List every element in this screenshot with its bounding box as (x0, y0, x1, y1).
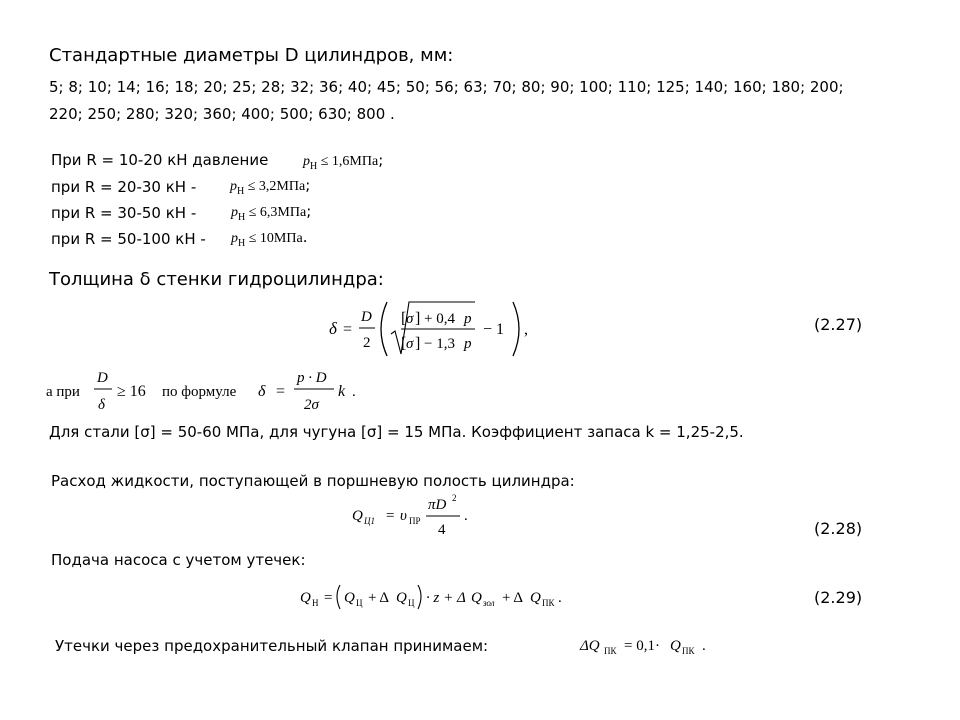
symbol: Q (300, 590, 311, 606)
symbol: ПК (542, 598, 555, 608)
pressure-row-label: при R = 20-30 кН - (51, 178, 197, 196)
symbol: Ц1 (364, 516, 375, 526)
symbol: p (464, 311, 472, 327)
symbol: ] (415, 310, 421, 327)
symbol: Н (312, 598, 319, 608)
symbol: D (361, 309, 372, 325)
symbol: · z + Δ (426, 590, 466, 606)
symbol: [ (401, 335, 407, 352)
symbol: ΔQ (580, 638, 600, 654)
formula-2-28 (348, 490, 488, 540)
symbol: [ (401, 310, 407, 327)
symbol: + 0,4 (424, 311, 455, 327)
symbol: . (464, 508, 468, 524)
symbol: . (352, 384, 356, 400)
symbol: , (524, 321, 528, 338)
symbol: 2 (452, 493, 457, 503)
symbol: = (324, 590, 333, 606)
pressure-row-label: При R = 10-20 кН давление (51, 151, 269, 169)
symbol: δ (98, 397, 105, 413)
symbol: Ц (408, 598, 415, 608)
equation-number-2-29: (2.29) (814, 588, 863, 607)
symbol: по формуле (162, 384, 237, 400)
symbol: Q (670, 638, 681, 654)
formula-thin-wall (44, 366, 374, 418)
pressure-row-label: при R = 50-100 кН - (51, 230, 206, 248)
symbol: . (702, 638, 706, 654)
symbol: + Δ (368, 590, 390, 606)
symbol: Q (396, 590, 407, 606)
flow-heading: Расход жидкости, поступающей в поршневую полость цилиндра: (51, 472, 575, 490)
symbol: υ (400, 508, 407, 524)
pressure-row-formula: $p_Н \le 3,2МПа$; (230, 176, 311, 197)
symbol: Q (471, 590, 482, 606)
symbol: + Δ (502, 590, 524, 606)
material-stress-text: Для стали [σ] = 50-60 МПа, для чугуна [σ] = 15 МПа. Коэффициент запаса k = 1,25-2,5. (49, 423, 744, 441)
symbol: p (464, 336, 472, 352)
symbol: . (558, 590, 562, 606)
symbol: 2 (363, 335, 371, 351)
symbol: πD (428, 497, 447, 513)
pressure-row-formula: $p_Н \le 1,6МПа$; (303, 151, 384, 172)
symbol: k (338, 383, 346, 400)
wall-thickness-heading: Толщина δ стенки гидроцилиндра: (49, 269, 384, 290)
symbol: а при (46, 384, 80, 400)
diameters-line-1: 5; 8; 10; 14; 16; 18; 20; 25; 28; 32; 36; 40; 45; 50; 56; 63; 70; 80; 90; 100; 110; 125; 140; 160; 180; 200; (49, 78, 844, 96)
pressure-row-label: при R = 30-50 кН - (51, 204, 197, 222)
symbol: = (343, 321, 353, 338)
symbol: = 0,1· (624, 638, 660, 654)
symbol: = (276, 383, 286, 400)
symbol: 2σ (304, 397, 319, 413)
symbol: ≥ 16 (117, 383, 146, 400)
equation-number-2-28: (2.28) (814, 519, 863, 538)
diameters-line-2: 220; 250; 280; 320; 360; 400; 500; 630; 800 . (49, 105, 395, 123)
symbol: ] (415, 335, 421, 352)
diameters-heading: Стандартные диаметры D цилиндров, мм: (49, 45, 454, 66)
pressure-row-formula: $p_Н \le 10МПа$. (231, 228, 308, 249)
formula-2-29 (296, 581, 596, 613)
symbol: − 1 (483, 321, 505, 338)
symbol: Ц (356, 598, 363, 608)
symbol: 4 (438, 522, 446, 538)
symbol: ПК (604, 646, 617, 656)
symbol: ПК (682, 646, 695, 656)
leak-text: Утечки через предохранительный клапан принимаем: (55, 637, 489, 655)
formula-leak (578, 631, 718, 661)
symbol: Q (530, 590, 541, 606)
symbol: δ (329, 319, 337, 338)
pressure-row-formula: $p_Н \le 6,3МПа$; (231, 202, 312, 223)
symbol: D (97, 370, 108, 386)
symbol: δ (258, 383, 266, 400)
symbol: = (386, 508, 395, 524)
symbol: Q (344, 590, 355, 606)
symbol: ПР (409, 516, 421, 526)
symbol: σ (406, 336, 414, 352)
symbol: σ (406, 311, 414, 327)
equation-number-2-27: (2.27) (814, 315, 863, 334)
symbol: Q (352, 508, 363, 524)
symbol: − 1,3 (424, 336, 455, 352)
formula-2-27 (325, 298, 535, 360)
symbol: зол (483, 598, 495, 608)
symbol: p · D (297, 370, 327, 386)
pump-heading: Подача насоса с учетом утечек: (51, 551, 306, 569)
